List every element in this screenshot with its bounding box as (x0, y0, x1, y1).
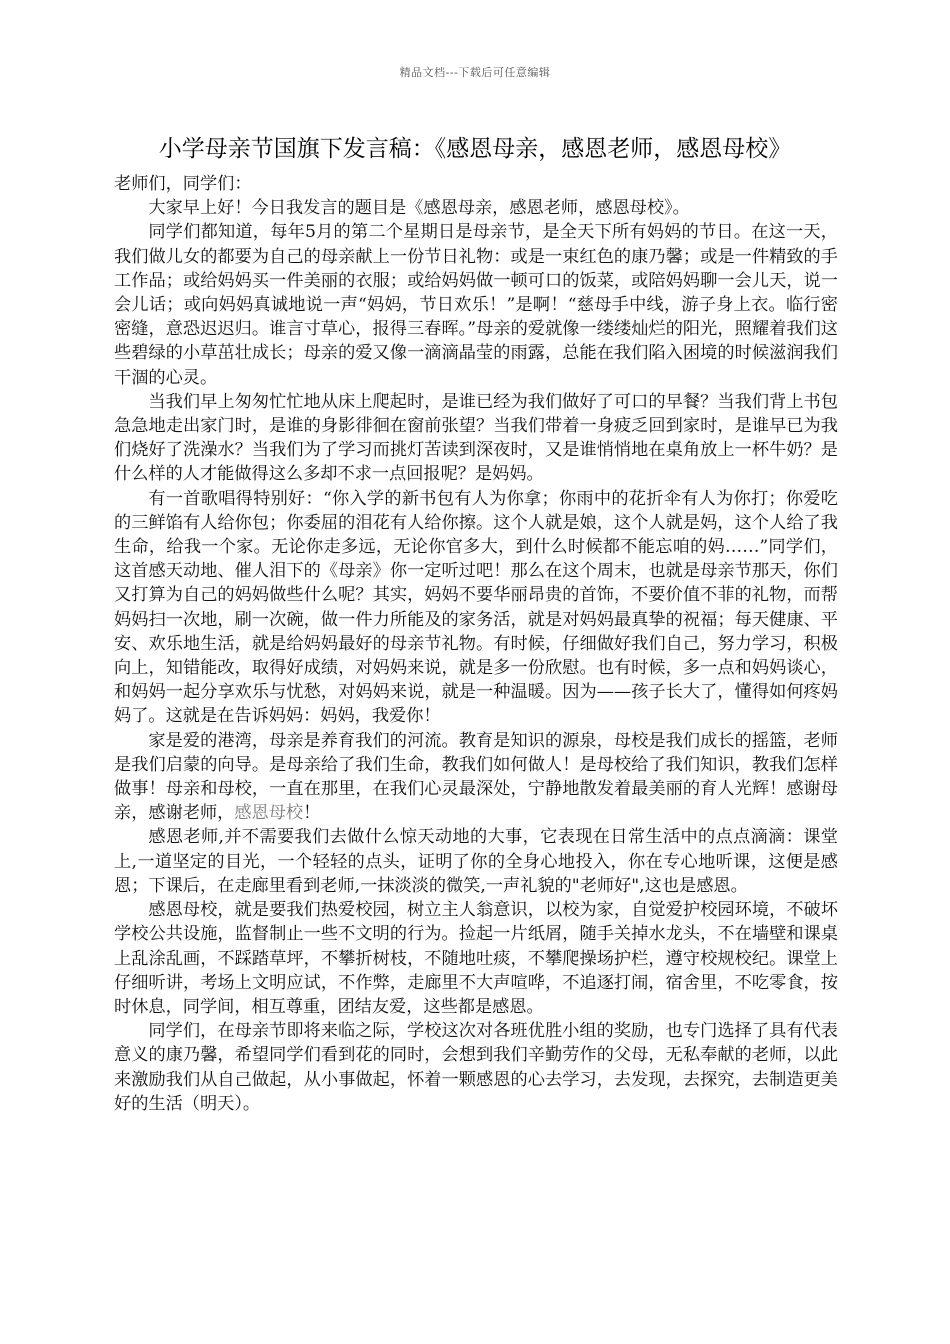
paragraph-thank-teachers: 感恩老师,并不需要我们去做什么惊天动地的大事，它表现在日常生活中的点点滴滴：课堂上,一道坚定的目光，一个轻轻的点头，证明了你的全身心地投入，你在专心地听课，这便是感恩；下课后，在走廊里看到老师,一抹淡淡的微笑,一声礼貌的"老师好",这也是感恩。 (114, 827, 838, 896)
paragraph-home-school (114, 729, 838, 826)
paragraph-song: 有一首歌唱得特别好：“你入学的新书包有人为你拿；你雨中的花折伞有人为你打；你爱吃的三鲜馅有人给你包；你委屈的泪花有人给你擦。这个人就是娘，这个人就是妈，这个人给了我生命，给我一个家。无论你走多远，无论你官多大，到什么时候都不能忘咱的妈……”同学们，这首感天动地、催人泪下的《母亲》你一定听过吧！那么在这个周末，也就是母亲节那天，你们又打算为自己的妈妈做些什么呢？其实，妈妈不要华丽昂贵的首饰，不要价值不菲的礼物，而帮妈妈扫一次地，刷一次碗，做一件力所能及的家务活，就是对妈妈最真挚的祝福；每天健康、平安、欢乐地生活，就是给妈妈最好的母亲节礼物。有时候，仔细做好我们自己，努力学习，积极向上，知错能改，取得好成绩，对妈妈来说，就是多一份欣慰。也有时候，多一点和妈妈谈心，和妈妈一起分享欢乐与忧愁，对妈妈来说，就是一种温暖。因为——孩子长大了，懂得如何疼妈妈了。这就是在告诉妈妈：妈妈，我爱你！ (114, 488, 838, 727)
salutation: 老师们，同学们： (114, 174, 252, 194)
document-title: 小学母亲节国旗下发言稿：《感恩母亲，感恩老师，感恩母校》 (158, 136, 792, 162)
paragraph-home-school-highlight: 感恩母校 (234, 803, 304, 824)
paragraph-home-school-end: ！ (303, 803, 321, 824)
paragraph-mothers-day: 同学们都知道，每年5月的第二个星期日是母亲节，是全天下所有妈妈的节日。在这一天，我们做儿女的都要为自己的母亲献上一份节日礼物：或是一束红色的康乃馨；或是一件精致的手工作品；或给妈妈买一件美丽的衣服；或给妈妈做一顿可口的饭菜，或陪妈妈聊一会儿天，说一会儿话；或向妈妈真诚地说一声“妈妈，节日欢乐！”是啊！“慈母手中线，游子身上衣。临行密密缝，意恐迟迟归。谁言寸草心，报得三春晖。”母亲的爱就像一缕缕灿烂的阳光，照耀着我们这些碧绿的小草茁壮成长；母亲的爱又像一滴滴晶莹的雨露，总能在我们陷入困境的时候滋润我们干涸的心灵。 (114, 222, 838, 388)
paragraph-home-school-text: 家是爱的港湾，母亲是养育我们的河流。教育是知识的源泉，母校是我们成长的摇篮，老师是我们启蒙的向导。是母亲给了我们生命，教我们如何做人！是母校给了我们知识，教我们怎样做事！母亲和母校，一直在那里，在我们心灵最深处，宁静地散发着最美丽的育人光辉！感谢母亲，感谢老师， (114, 730, 838, 824)
paragraph-thank-school: 感恩母校，就是要我们热爱校园，树立主人翁意识，以校为家，自觉爱护校园环境，不破坏学校公共设施，监督制止一些不文明的行为。捡起一片纸屑，随手关掉水龙头，不在墙壁和课桌上乱涂乱画，不踩踏草坪，不攀折树枝，不随地吐痰，不攀爬操场护栏，遵守校规校纪。课堂上仔细听讲，考场上文明应试，不作弊，走廊里不大声喧哗，不追逐打闹，宿舍里，不吃零食，按时休息，同学间，相互尊重，团结友爱，这些都是感恩。 (114, 900, 838, 1017)
paragraph-greeting: 大家早上好！今日我发言的题目是《感恩母亲，感恩老师，感恩母校》。 (148, 198, 690, 219)
document-body (114, 172, 838, 1116)
paragraph-closing: 同学们，在母亲节即将来临之际，学校这次对各班优胜小组的奖励，也专门选择了具有代表意义的康乃馨，希望同学们看到花的同时，会想到我们辛勤劳作的父母，无私奉献的老师，以此来激励我们从自己做起，从小事做起，怀着一颗感恩的心去学习，去发现，去探究，去制造更美好的生活（明天）。 (114, 1021, 838, 1114)
header-note: 精品文档---下载后可任意编辑 (399, 66, 551, 79)
paragraph-who-cares: 当我们早上匆匆忙忙地从床上爬起时，是谁已经为我们做好了可口的早餐？当我们背上书包急急地走出家门时，是谁的身影徘徊在窗前张望？当我们带着一身疲乏回到家时，是谁早已为我们烧好了洗澡水？当我们为了学习而挑灯苦读到深夜时，又是谁悄悄地在桌角放上一杯牛奶？是什么样的人才能做得这么多却不求一点回报呢？是妈妈。 (114, 391, 838, 485)
